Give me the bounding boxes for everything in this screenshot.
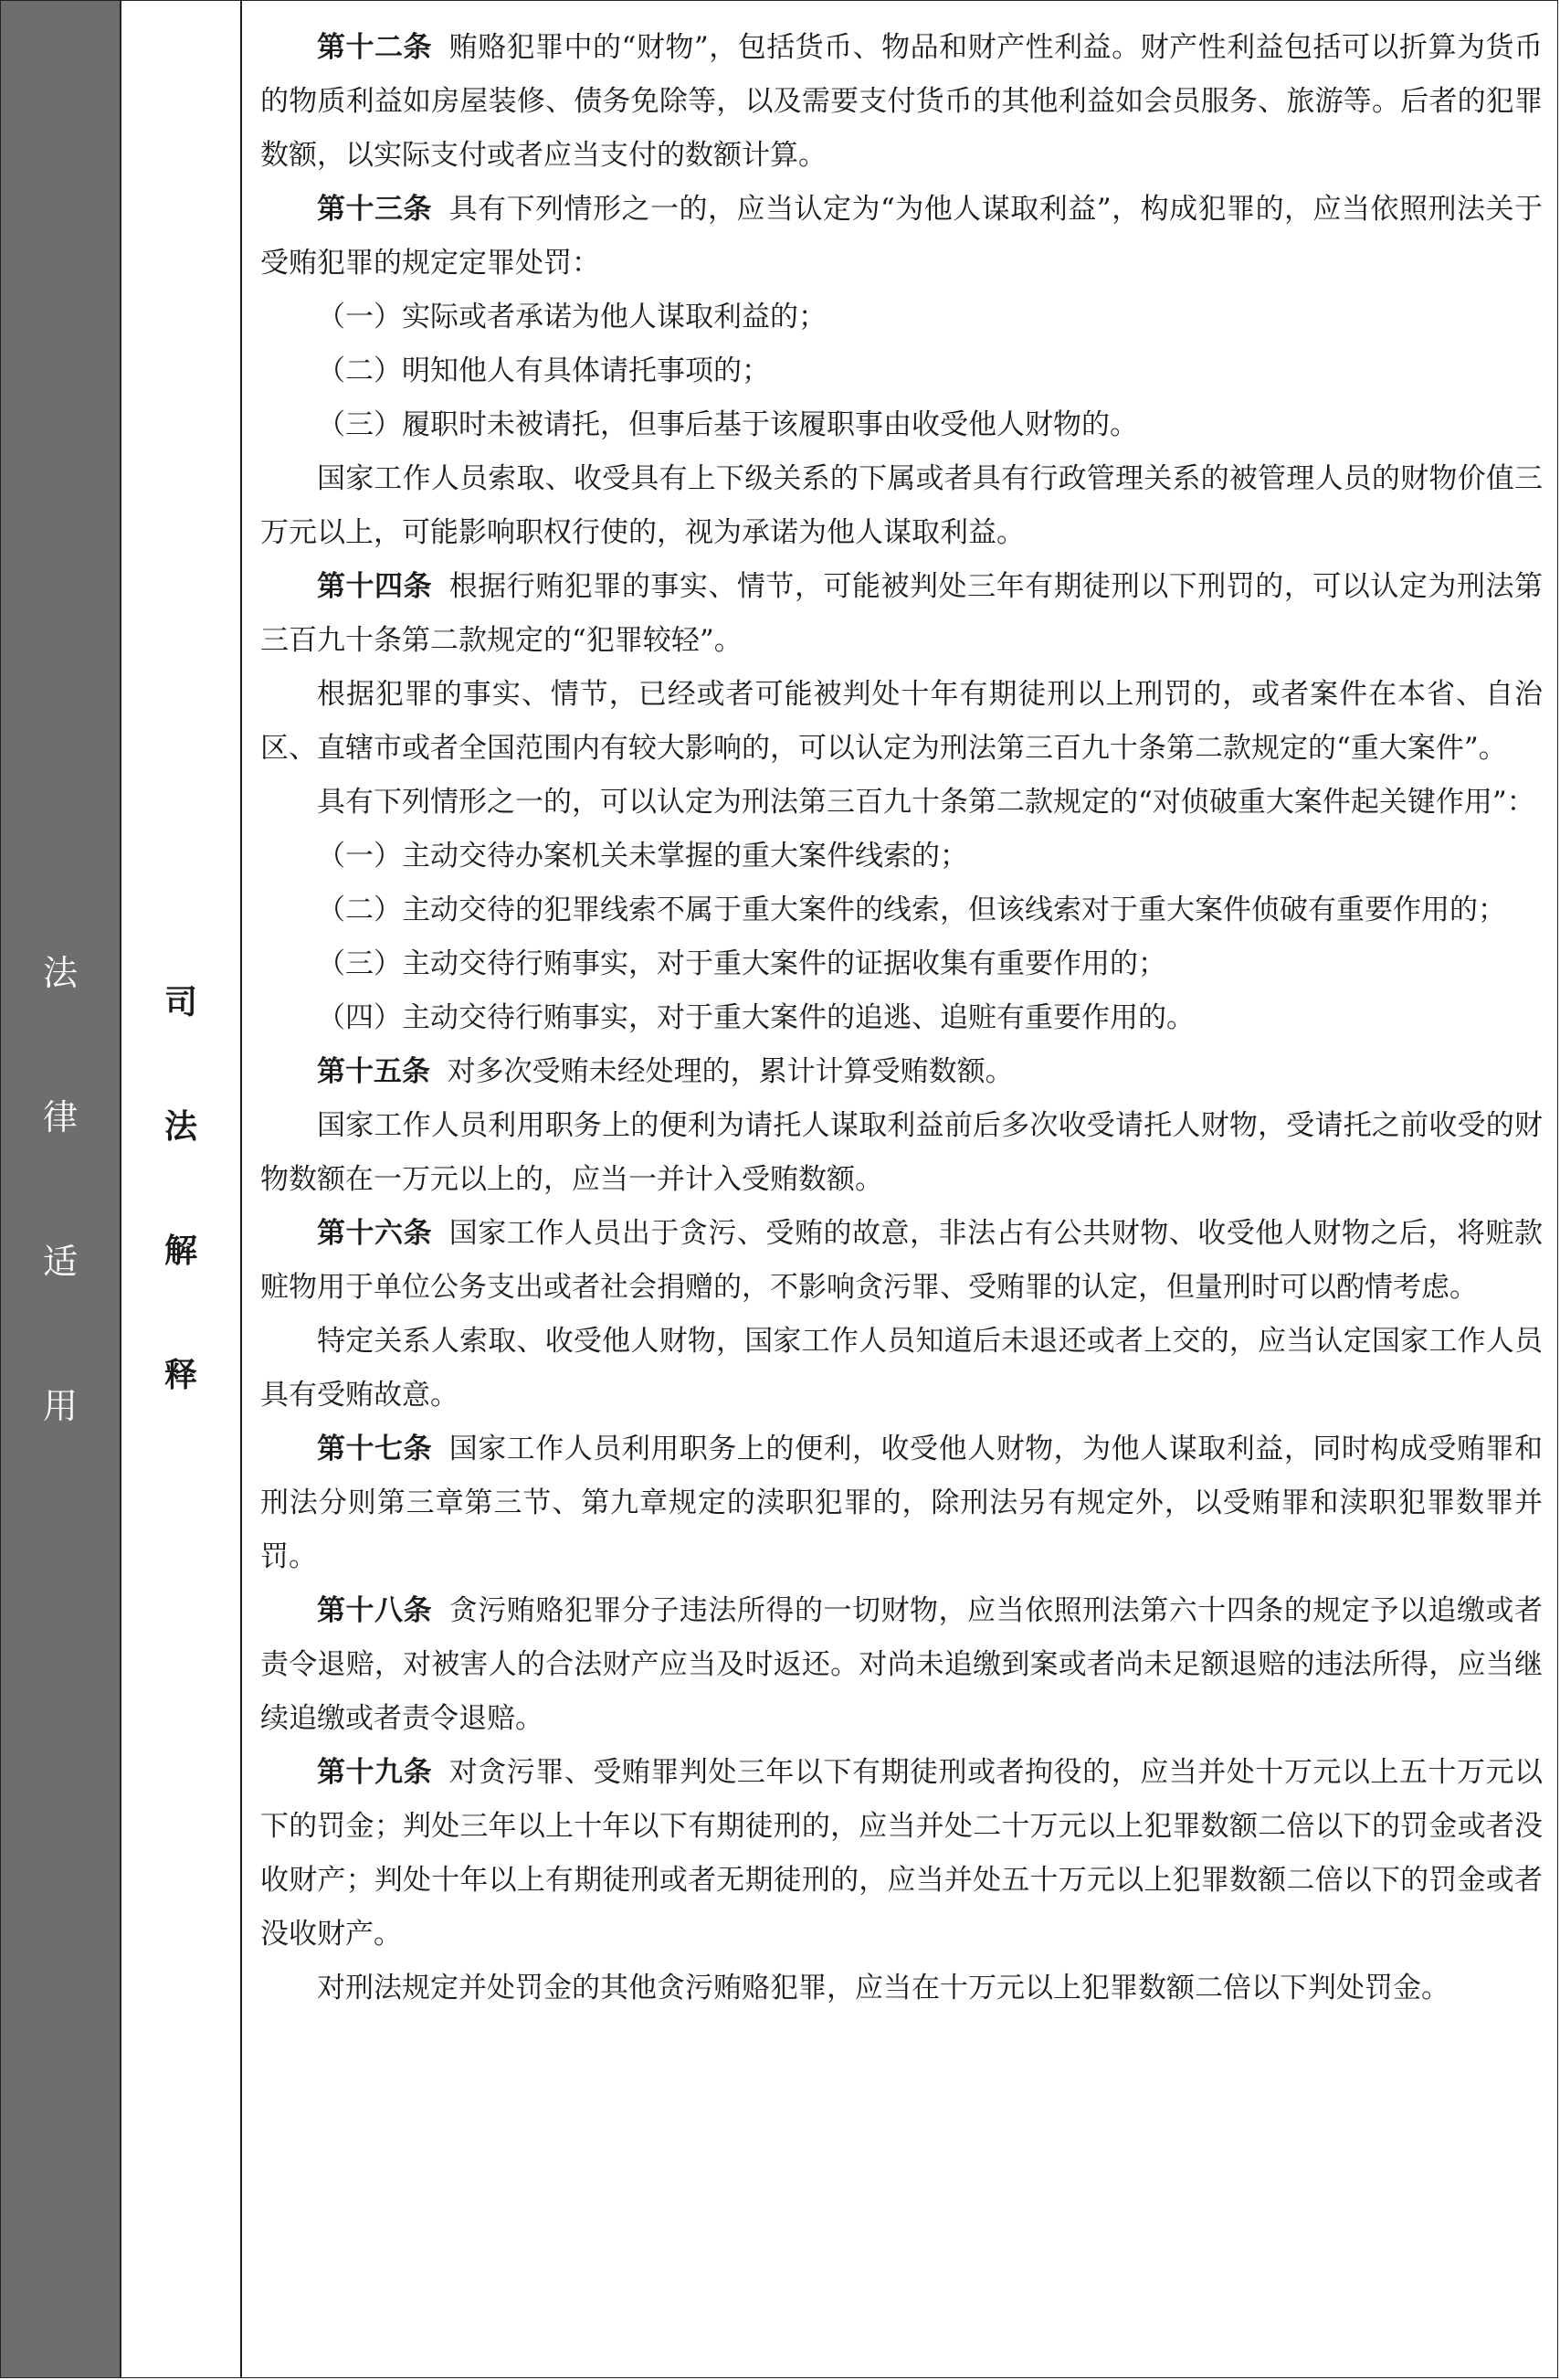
paragraph — [260, 668, 1543, 776]
category-char: 法 — [42, 952, 78, 993]
paragraph — [260, 560, 1543, 668]
paragraph — [260, 1962, 1543, 2015]
paragraph-text: （三）主动交待行贿事实，对于重大案件的证据收集有重要作用的； — [317, 947, 1166, 980]
category-char: 适 — [42, 1241, 78, 1282]
article-number: 第十五条 — [317, 1055, 430, 1088]
paragraph-text: 国家工作人员出于贪污、受贿的故意，非法占有公共财物、收受他人财物之后，将赃款赃物用于单位公务支出或者社会捐赠的，不影响贪污罪、受贿罪的认定，但量刑时可以酌情考虑。 — [260, 1217, 1544, 1304]
paragraph — [260, 991, 1543, 1045]
paragraph — [260, 452, 1543, 560]
paragraph — [260, 1315, 1543, 1423]
paragraph — [260, 830, 1543, 883]
article-number: 第十六条 — [317, 1217, 433, 1250]
subcategory-char: 司 — [163, 983, 197, 1021]
article-number: 第十四条 — [317, 570, 433, 603]
paragraph — [260, 937, 1543, 991]
paragraph-text: （二）主动交待的犯罪线索不属于重大案件的线索，但该线索对于重大案件侦破有重要作用的； — [317, 894, 1506, 926]
paragraph — [260, 1746, 1543, 1962]
paragraph — [260, 291, 1543, 344]
paragraph — [260, 183, 1543, 291]
paragraph — [260, 344, 1543, 398]
paragraph-text: 具有下列情形之一的，可以认定为刑法第三百九十条第二款规定的“对侦破重大案件起关键作用”： — [317, 786, 1535, 819]
subcategory-char: 法 — [163, 1107, 197, 1146]
content-column — [242, 1, 1557, 2377]
paragraph — [260, 776, 1543, 830]
paragraph — [260, 1423, 1543, 1584]
category-char: 用 — [42, 1385, 78, 1426]
paragraph-text: 特定关系人索取、收受他人财物，国家工作人员知道后未退还或者上交的，应当认定国家工作人员具有受贿故意。 — [260, 1325, 1543, 1412]
paragraph — [260, 398, 1543, 452]
subcategory-char: 释 — [163, 1356, 197, 1394]
paragraph — [260, 21, 1543, 183]
paragraph-text: （一）主动交待办案机关未掌握的重大案件线索的； — [317, 840, 968, 873]
article-number: 第十九条 — [317, 1756, 433, 1789]
paragraph-text: 根据犯罪的事实、情节，已经或者可能被判处十年有期徒刑以上刑罚的，或者案件在本省、自治区、直辖市或者全国范围内有较大影响的，可以认定为刑法第三百九十条第二款规定的“重大案件”。 — [260, 678, 1543, 765]
paragraph-text: 贪污贿赂犯罪分子违法所得的一切财物，应当依照刑法第六十四条的规定予以追缴或者责令退赔，对被害人的合法财产应当及时返还。对尚未追缴到案或者尚未足额退赔的违法所得，应当继续追缴或者责令退赔。 — [260, 1594, 1544, 1735]
article-number: 第十八条 — [317, 1594, 433, 1627]
paragraph-text: 国家工作人员利用职务上的便利为请托人谋取利益前后多次收受请托人财物，受请托之前收受的财物数额在一万元以上的，应当一并计入受贿数额。 — [260, 1109, 1543, 1196]
paragraph-text: （一）实际或者承诺为他人谋取利益的； — [317, 301, 827, 333]
paragraph-text: （二）明知他人有具体请托事项的； — [317, 354, 770, 387]
paragraph-text: 贿赂犯罪中的“财物”，包括货币、物品和财产性利益。财产性利益包括可以折算为货币的物质利益如房屋装修、债务免除等，以及需要支付货币的其他利益如会员服务、旅游等。后者的犯罪数额，以实际支付或者应当支付的数额计算。 — [260, 31, 1544, 172]
paragraph — [260, 1207, 1543, 1315]
category-column — [1, 1, 121, 2377]
article-number: 第十三条 — [317, 193, 432, 226]
paragraph-text: （四）主动交待行贿事实，对于重大案件的追逃、追赃有重要作用的。 — [317, 1001, 1195, 1034]
paragraph-text: 对贪污罪、受贿罪判处三年以下有期徒刑或者拘役的，应当并处十万元以上五十万元以下的罚金；判处三年以上十年以下有期徒刑的，应当并处二十万元以上犯罪数额二倍以下的罚金或者没收财产；判处十年以上有期徒刑或者无期徒刑的，应当并处五十万元以上犯罪数额二倍以下的罚金或者没收财产。 — [260, 1756, 1544, 1951]
paragraph — [260, 1099, 1543, 1207]
paragraph-text: 具有下列情形之一的，应当认定为“为他人谋取利益”，构成犯罪的，应当依照刑法关于受贿犯罪的规定定罪处罚： — [260, 193, 1544, 280]
subcategory-char: 解 — [163, 1232, 197, 1270]
subcategory-column — [121, 1, 242, 2377]
article-number: 第十二条 — [317, 31, 432, 64]
paragraph — [260, 1045, 1543, 1099]
category-char: 律 — [42, 1096, 78, 1137]
paragraph-text: 对刑法规定并处罚金的其他贪污贿赂犯罪，应当在十万元以上犯罪数额二倍以下判处罚金。 — [317, 1972, 1449, 2004]
paragraph-text: 国家工作人员索取、收受具有上下级关系的下属或者具有行政管理关系的被管理人员的财物价值三万元以上，可能影响职权行使的，视为承诺为他人谋取利益。 — [260, 462, 1543, 549]
paragraph-text: 根据行贿犯罪的事实、情节，可能被判处三年有期徒刑以下刑罚的，可以认定为刑法第三百九十条第二款规定的“犯罪较轻”。 — [260, 570, 1544, 657]
paragraph-text: 对多次受贿未经处理的，累计计算受贿数额。 — [447, 1055, 1014, 1088]
paragraph-text: 国家工作人员利用职务上的便利，收受他人财物，为他人谋取利益，同时构成受贿罪和刑法分则第三章第三节、第九章规定的渎职犯罪的，除刑法另有规定外，以受贿罪和渎职犯罪数罪并罚。 — [260, 1433, 1544, 1573]
paragraph-text: （三）履职时未被请托，但事后基于该履职事由收受他人财物的。 — [317, 408, 1138, 441]
paragraph — [260, 883, 1543, 937]
article-number: 第十七条 — [317, 1433, 433, 1465]
paragraph — [260, 1584, 1543, 1746]
